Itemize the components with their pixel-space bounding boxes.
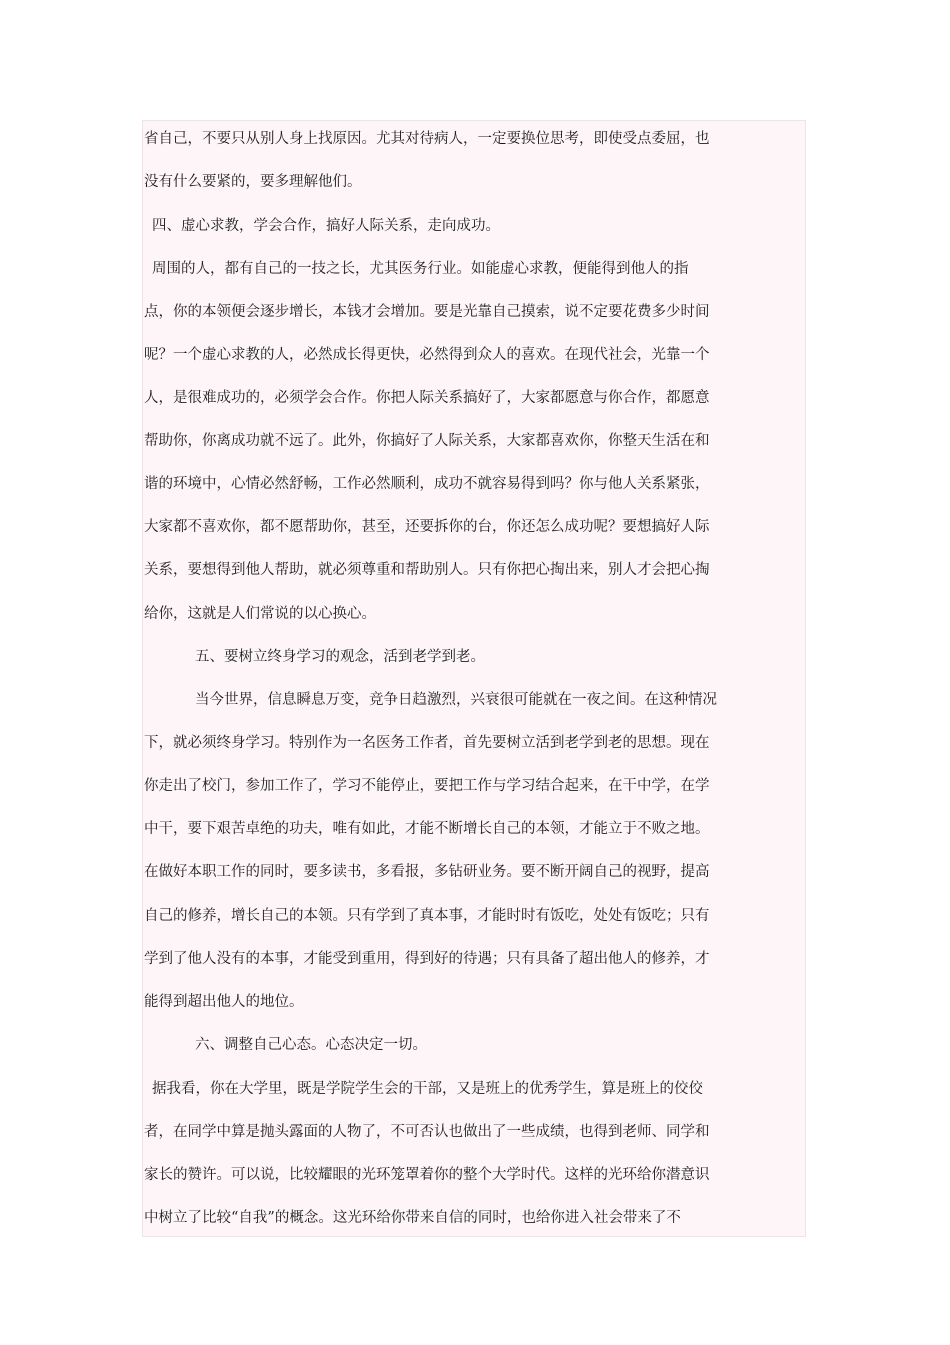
text-line: 给你，这就是人们常说的以心换心。 (144, 606, 376, 622)
text-line: 周围的人，都有自己的一技之长，尤其医务行业。如能虚心求教，便能得到他人的指 (152, 261, 689, 277)
page-background (142, 120, 806, 1237)
text-line: 呢？一个虚心求教的人，必然成长得更快，必然得到众人的喜欢。在现代社会，光靠一个 (144, 347, 710, 363)
text-line: 学到了他人没有的本事，才能受到重用，得到好的待遇；只有具备了超出他人的修养，才 (144, 951, 710, 967)
text-line: 没有什么要紧的，要多理解他们。 (144, 174, 362, 190)
text-line: 家长的赞许。可以说，比较耀眼的光环笼罩着你的整个大学时代。这样的光环给你潜意识 (144, 1167, 710, 1183)
text-line: 据我看，你在大学里，既是学院学生会的干部，又是班上的优秀学生，算是班上的佼佼 (152, 1081, 703, 1097)
text-line: 当今世界，信息瞬息万变，竞争日趋激烈，兴衰很可能就在一夜之间。在这种情况 (195, 692, 717, 708)
text-line: 帮助你，你离成功就不远了。此外，你搞好了人际关系，大家都喜欢你，你整天生活在和 (144, 433, 710, 449)
text-line: 下，就必须终身学习。特别作为一名医务工作者，首先要树立活到老学到老的思想。现在 (144, 735, 710, 751)
text-line: 大家都不喜欢你，都不愿帮助你，甚至，还要拆你的台，你还怎么成功呢？要想搞好人际 (144, 519, 710, 535)
text-line: 谐的环境中，心情必然舒畅，工作必然顺利，成功不就容易得到吗？你与他人关系紧张， (144, 476, 710, 492)
text-line: 中干，要下艰苦卓绝的功夫，唯有如此，才能不断增长自己的本领，才能立于不败之地。 (144, 821, 710, 837)
text-line: 中树立了比较“自我”的概念。这光环给你带来自信的同时，也给你进入社会带来了不 (144, 1210, 681, 1226)
text-line: 在做好本职工作的同时，要多读书，多看报，多钻研业务。要不断开阔自己的视野，提高 (144, 864, 710, 880)
text-line: 者，在同学中算是抛头露面的人物了，不可否认也做出了一些成绩，也得到老师、同学和 (144, 1124, 710, 1140)
text-line: 点，你的本领便会逐步增长，本钱才会增加。要是光靠自己摸索，说不定要花费多少时间 (144, 304, 710, 320)
text-line: 关系，要想得到他人帮助，就必须尊重和帮助别人。只有你把心掏出来，别人才会把心掏 (144, 562, 710, 578)
section-heading: 六、调整自己心态。心态决定一切。 (195, 1037, 427, 1053)
section-heading: 四、虚心求教，学会合作，搞好人际关系，走向成功。 (152, 218, 500, 234)
text-line: 人，是很难成功的，必须学会合作。你把人际关系搞好了，大家都愿意与你合作，都愿意 (144, 390, 710, 406)
text-line: 自己的修养，增长自己的本领。只有学到了真本事，才能时时有饭吃，处处有饭吃；只有 (144, 908, 710, 924)
text-line: 省自己，不要只从别人身上找原因。尤其对待病人，一定要换位思考，即使受点委屈，也 (144, 131, 710, 147)
section-heading: 五、要树立终身学习的观念，活到老学到老。 (195, 649, 485, 665)
text-line: 能得到超出他人的地位。 (144, 994, 304, 1010)
text-line: 你走出了校门，参加工作了，学习不能停止，要把工作与学习结合起来，在干中学，在学 (144, 778, 710, 794)
